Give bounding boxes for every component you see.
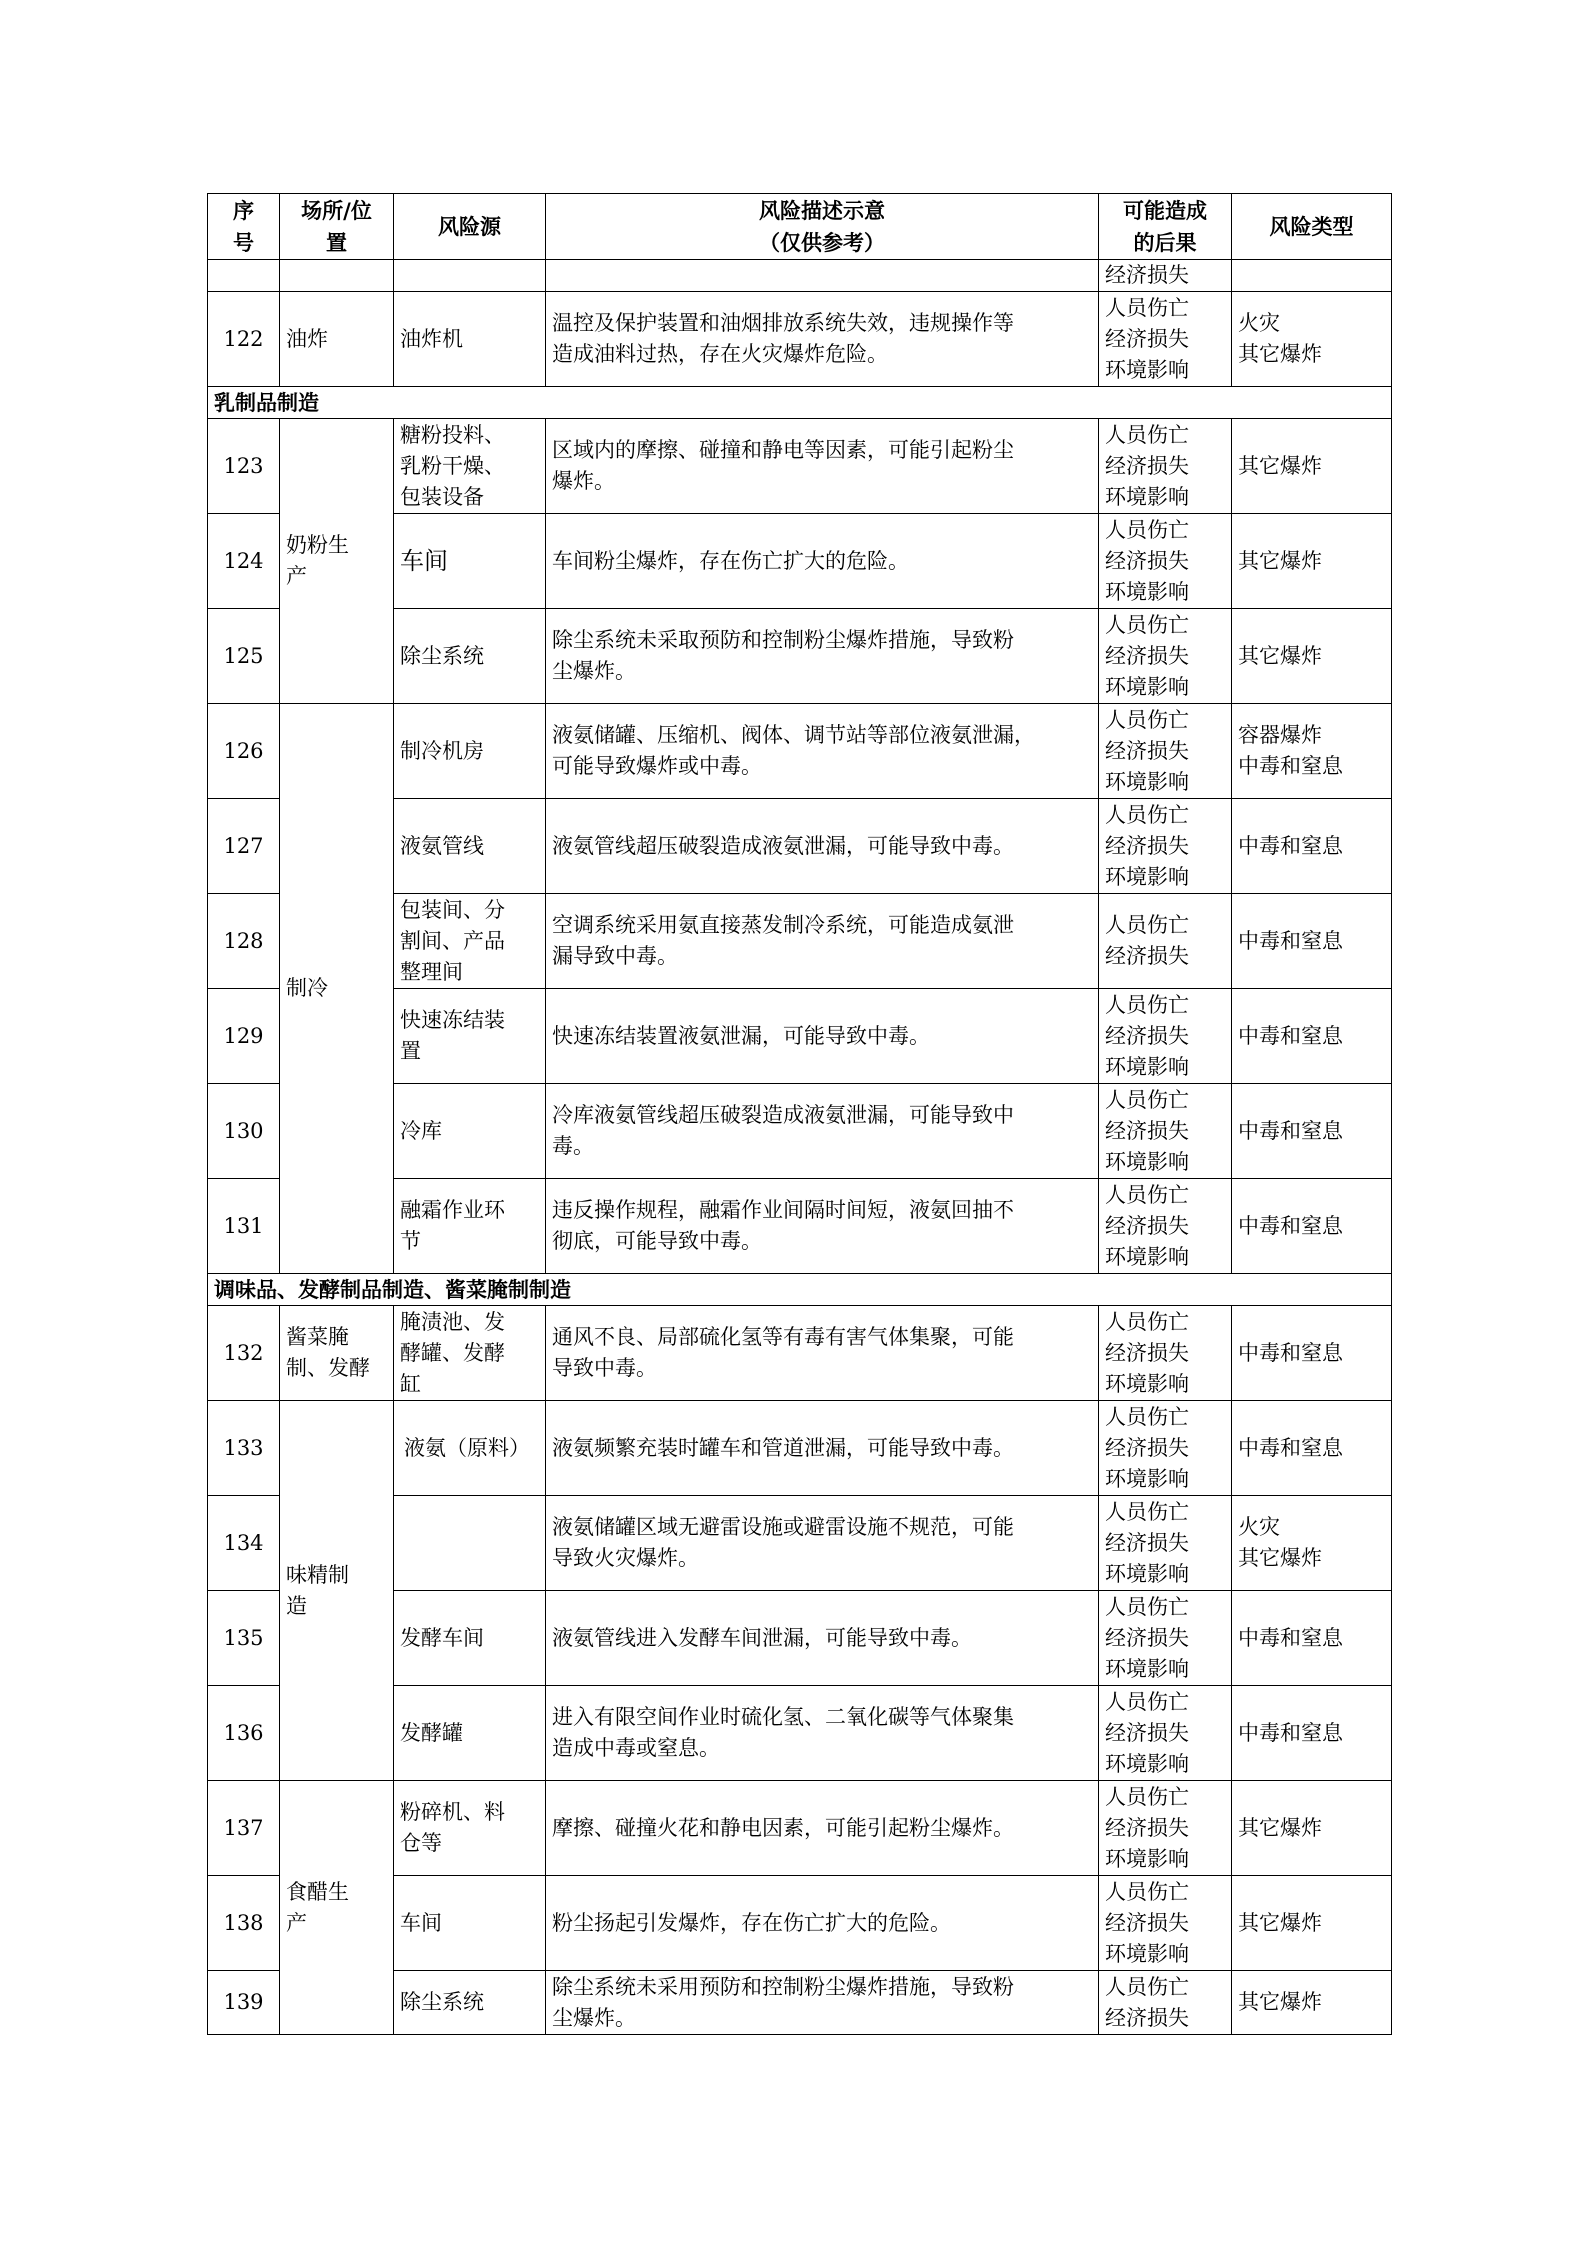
cell-line: 冷库 xyxy=(400,1118,442,1143)
cell-line: 进入有限空间作业时硫化氢、二氧化碳等气体聚集 xyxy=(552,1705,1014,1729)
cell-desc xyxy=(546,1306,1099,1401)
cell-line: 人员伤亡 xyxy=(1105,295,1189,320)
cell-place-group xyxy=(280,1781,394,2035)
risk-table xyxy=(207,193,1392,2035)
cell-source xyxy=(394,894,546,989)
cell-num: 127 xyxy=(208,799,280,894)
cell-line: 其它爆炸 xyxy=(1238,453,1322,478)
cell-line: 其它爆炸 xyxy=(1238,548,1322,573)
cell-line: 人员伤亡 xyxy=(1105,1879,1189,1904)
cell-line: 整理间 xyxy=(400,959,463,984)
cell-line: 爆炸。 xyxy=(552,469,615,493)
header-type xyxy=(1232,194,1392,260)
cell-line: 液氨管线进入发酵车间泄漏，可能导致中毒。 xyxy=(552,1625,972,1650)
cell-line: 违反操作规程，融霜作业间隔时间短，液氨回抽不 xyxy=(552,1198,1014,1222)
cell-line: 中毒和窒息 xyxy=(1238,1213,1343,1238)
cell-desc xyxy=(546,609,1099,704)
cell-line: 人员伤亡 xyxy=(1105,1404,1189,1429)
cell-type xyxy=(1232,799,1392,894)
cell-type xyxy=(1232,704,1392,799)
cell-consequence xyxy=(1099,799,1232,894)
cell-line: 车间 xyxy=(400,1910,442,1935)
cell-line: 中毒和窒息 xyxy=(1238,754,1343,778)
cell-source xyxy=(394,1876,546,1971)
cell-num: 139 xyxy=(208,1971,280,2035)
cell-source xyxy=(394,1591,546,1686)
cell-desc xyxy=(546,292,1099,387)
cell-line: 粉碎机、料 xyxy=(400,1800,505,1824)
cell-type xyxy=(1232,1591,1392,1686)
cell-line: 风险源 xyxy=(438,213,501,239)
cell-line: 人员伤亡 xyxy=(1105,612,1189,637)
cell-source xyxy=(394,989,546,1084)
cell-line: 环境影响 xyxy=(1105,864,1189,889)
cell-line: 人员伤亡 xyxy=(1105,517,1189,542)
cell-source xyxy=(394,1971,546,2035)
cell-consequence xyxy=(1099,894,1232,989)
cell-line: 漏导致中毒。 xyxy=(552,944,678,968)
cell-line: 环境影响 xyxy=(1105,579,1189,604)
cell-line: 人员伤亡 xyxy=(1105,1087,1189,1112)
cell-line: 造 xyxy=(286,1593,307,1618)
cell-line: （仅供参考） xyxy=(759,229,885,255)
cell-num: 128 xyxy=(208,894,280,989)
cell-source xyxy=(394,419,546,514)
cell-type xyxy=(1232,419,1392,514)
cell-line: 中毒和窒息 xyxy=(1238,1720,1343,1745)
cell-line: 车间 xyxy=(400,546,448,575)
cell-line: 除尘系统未采用预防和控制粉尘爆炸措施，导致粉 xyxy=(552,1974,1014,1999)
header-place xyxy=(280,194,394,260)
cell-num: 138 xyxy=(208,1876,280,1971)
cell-line: 经济损失 xyxy=(1105,1720,1189,1745)
header-row xyxy=(208,194,1392,260)
section-row xyxy=(208,387,1392,419)
cell-line: 油炸机 xyxy=(400,326,463,351)
cell-line: 仓等 xyxy=(400,1831,442,1855)
cell-line: 其它爆炸 xyxy=(1238,1815,1322,1840)
cell-consequence xyxy=(1099,1084,1232,1179)
cell-line: 环境影响 xyxy=(1105,674,1189,699)
cell-place-group xyxy=(280,704,394,1274)
cell-num: 131 xyxy=(208,1179,280,1274)
cell-source xyxy=(394,1084,546,1179)
cell-source xyxy=(394,1306,546,1401)
cell-type xyxy=(1232,609,1392,704)
cell-line: 经济损失 xyxy=(1105,1213,1189,1238)
header-source xyxy=(394,194,546,260)
cell-consequence xyxy=(1099,704,1232,799)
cell-desc xyxy=(546,1971,1099,2035)
cell-line: 快速冻结装 xyxy=(400,1008,505,1032)
cell-line: 造成中毒或窒息。 xyxy=(552,1736,720,1760)
cell-num: 137 xyxy=(208,1781,280,1876)
cell-consequence xyxy=(1099,609,1232,704)
cell-consequence xyxy=(1099,1496,1232,1591)
cell-type xyxy=(1232,1084,1392,1179)
cell-line: 导致火灾爆炸。 xyxy=(552,1546,699,1570)
cell-line: 制、发酵 xyxy=(286,1356,370,1380)
cell-line: 人员伤亡 xyxy=(1105,1309,1189,1334)
cell-line: 环境影响 xyxy=(1105,1466,1189,1491)
cell-num: 129 xyxy=(208,989,280,1084)
cell-line: 通风不良、局部硫化氢等有毒有害气体集聚，可能 xyxy=(552,1325,1014,1349)
cell-line: 液氨频繁充装时罐车和管道泄漏，可能导致中毒。 xyxy=(552,1435,1014,1460)
cell-source xyxy=(394,514,546,609)
cell-line: 置 xyxy=(400,1039,421,1063)
cell-line: 其它爆炸 xyxy=(1238,1910,1322,1935)
cell-source xyxy=(394,1179,546,1274)
cell-num: 122 xyxy=(208,292,280,387)
cell-type xyxy=(1232,1401,1392,1496)
cell-line: 人员伤亡 xyxy=(1105,1689,1189,1714)
cell-line: 人员伤亡 xyxy=(1105,707,1189,732)
cell-num: 126 xyxy=(208,704,280,799)
cell-line: 包装间、分 xyxy=(400,897,505,922)
cell-source xyxy=(394,1401,546,1496)
cell-num: 134 xyxy=(208,1496,280,1591)
cell-line: 容器爆炸 xyxy=(1238,723,1322,747)
cell-desc xyxy=(546,514,1099,609)
cell-line: 环境影响 xyxy=(1105,1149,1189,1174)
cell-line: 经济损失 xyxy=(1105,1023,1189,1048)
cell-line: 液氨储罐区域无避雷设施或避雷设施不规范，可能 xyxy=(552,1515,1014,1539)
cell-line: 可能造成 xyxy=(1123,197,1207,223)
cell-line: 车间粉尘爆炸，存在伤亡扩大的危险。 xyxy=(552,548,909,573)
cell-line: 人员伤亡 xyxy=(1105,1499,1189,1524)
cell-line: 其它爆炸 xyxy=(1238,1990,1322,2014)
cell-line: 火灾 xyxy=(1238,311,1280,335)
cell-line: 火灾 xyxy=(1238,1515,1280,1539)
cell-line: 融霜作业环 xyxy=(400,1198,505,1222)
cell-line: 经济损失 xyxy=(1105,263,1189,287)
cell-desc xyxy=(546,1401,1099,1496)
cell-line: 尘爆炸。 xyxy=(552,659,636,683)
cell-line: 人员伤亡 xyxy=(1105,992,1189,1017)
cell-consequence xyxy=(1099,1401,1232,1496)
cell-line: 号 xyxy=(233,229,254,255)
table-row xyxy=(208,1781,1392,1876)
cell-line: 中毒和窒息 xyxy=(1238,1435,1343,1460)
cell-line: 粉尘扬起引发爆炸，存在伤亡扩大的危险。 xyxy=(552,1910,951,1935)
cell-type xyxy=(1232,1971,1392,2035)
table-row xyxy=(208,419,1392,514)
cell-line: 经济损失 xyxy=(1105,1340,1189,1365)
cell-consequence xyxy=(1099,1781,1232,1876)
cell-line: 风险描述示意 xyxy=(759,197,885,223)
cell-line: 温控及保护装置和油烟排放系统失效，违规操作等 xyxy=(552,311,1014,335)
cell-line: 经济损失 xyxy=(1105,1530,1189,1555)
cell-line: 人员伤亡 xyxy=(1105,802,1189,827)
cell-line: 人员伤亡 xyxy=(1105,1182,1189,1207)
cell-line: 环境影响 xyxy=(1105,1656,1189,1681)
cell-line: 酵罐、发酵 xyxy=(400,1340,505,1365)
cell-num: 132 xyxy=(208,1306,280,1401)
cell-line: 其它爆炸 xyxy=(1238,1546,1322,1570)
header-desc xyxy=(546,194,1099,260)
cell-desc xyxy=(546,1876,1099,1971)
cell-line: 置 xyxy=(326,229,347,255)
cell-line: 节 xyxy=(400,1229,421,1253)
cell-line: 经济损失 xyxy=(1105,326,1189,351)
cell-desc xyxy=(546,989,1099,1084)
cell-num: 123 xyxy=(208,419,280,514)
cell-num: 130 xyxy=(208,1084,280,1179)
table-row xyxy=(208,1401,1392,1496)
cell-consequence xyxy=(1099,260,1232,292)
cell-type xyxy=(1232,1686,1392,1781)
cell-line: 液氨管线 xyxy=(400,833,484,858)
cell-line: 中毒和窒息 xyxy=(1238,1340,1343,1365)
cell-place-group xyxy=(280,419,394,704)
header-num xyxy=(208,194,280,260)
cell-line: 中毒和窒息 xyxy=(1238,928,1343,953)
cell-num: 124 xyxy=(208,514,280,609)
cell-line: 糖粉投料、 xyxy=(400,422,505,447)
cell-consequence xyxy=(1099,1971,1232,2035)
cell-desc xyxy=(546,419,1099,514)
table-row xyxy=(208,1306,1392,1401)
cell-line: 环境影响 xyxy=(1105,1846,1189,1871)
cell-line: 人员伤亡 xyxy=(1105,1784,1189,1809)
cell-type xyxy=(1232,1179,1392,1274)
cell-line: 制冷 xyxy=(286,976,328,1000)
cell-line: 缸 xyxy=(400,1371,421,1396)
cell-line: 空调系统采用氨直接蒸发制冷系统，可能造成氨泄 xyxy=(552,913,1014,937)
cell-line: 彻底，可能导致中毒。 xyxy=(552,1229,762,1253)
cell-consequence xyxy=(1099,419,1232,514)
cell-line: 的后果 xyxy=(1133,229,1197,255)
cell-line: 产 xyxy=(286,1910,307,1935)
cell-line: 腌渍池、发 xyxy=(400,1309,505,1334)
cell-line: 区域内的摩擦、碰撞和静电等因素，可能引起粉尘 xyxy=(552,438,1014,462)
cell-source xyxy=(394,799,546,894)
cell-line: 快速冻结装置液氨泄漏，可能导致中毒。 xyxy=(552,1023,930,1048)
cell-line: 经济损失 xyxy=(1105,453,1189,478)
cell-line: 环境影响 xyxy=(1105,1941,1189,1966)
cell-line: 经济损失 xyxy=(1105,1118,1189,1143)
section-title: 乳制品制造 xyxy=(208,387,1392,419)
cell-line: 经济损失 xyxy=(1105,1435,1189,1460)
cell-line: 中毒和窒息 xyxy=(1238,1625,1343,1650)
cell-source xyxy=(394,1781,546,1876)
cell-line: 液氨储罐、压缩机、阀体、调节站等部位液氨泄漏， xyxy=(552,723,1035,747)
cell-line: 环境影响 xyxy=(1105,1751,1189,1776)
cell-consequence xyxy=(1099,514,1232,609)
cell-line: 人员伤亡 xyxy=(1105,1594,1189,1619)
cell-line: 导致中毒。 xyxy=(552,1356,657,1380)
cell-line: 其它爆炸 xyxy=(1238,643,1322,668)
cell-line: 环境影响 xyxy=(1105,769,1189,794)
cell-desc xyxy=(546,1496,1099,1591)
cell-consequence xyxy=(1099,1179,1232,1274)
cell-type xyxy=(1232,989,1392,1084)
cell-source xyxy=(394,609,546,704)
cell-place-group xyxy=(280,1401,394,1781)
cell-line: 环境影响 xyxy=(1105,1054,1189,1079)
cell-line: 除尘系统未采取预防和控制粉尘爆炸措施，导致粉 xyxy=(552,628,1014,652)
cell-type xyxy=(1232,1781,1392,1876)
cell-num: 125 xyxy=(208,609,280,704)
cell-type xyxy=(1232,292,1392,387)
table-row xyxy=(208,292,1392,387)
cell-line: 人员伤亡 xyxy=(1105,422,1189,447)
cell-place: 油炸 xyxy=(280,292,394,387)
cell-line: 制冷机房 xyxy=(400,738,484,763)
cell-line: 奶粉生 xyxy=(286,533,349,557)
cell-line: 中毒和窒息 xyxy=(1238,833,1343,858)
cell-line: 风险类型 xyxy=(1269,213,1354,239)
cell-consequence xyxy=(1099,1686,1232,1781)
cell-line: 经济损失 xyxy=(1105,643,1189,668)
cell-desc xyxy=(546,894,1099,989)
cell-num: 136 xyxy=(208,1686,280,1781)
cell-num: 135 xyxy=(208,1591,280,1686)
cell-line: 环境影响 xyxy=(1105,1371,1189,1396)
cell-line: 经济损失 xyxy=(1105,2005,1189,2030)
cell-consequence xyxy=(1099,292,1232,387)
section-row xyxy=(208,1274,1392,1306)
cell-line: 经济损失 xyxy=(1105,1625,1189,1650)
cell-line: 环境影响 xyxy=(1105,357,1189,382)
header-consequence xyxy=(1099,194,1232,260)
cell-line: 造成油料过热，存在火灾爆炸危险。 xyxy=(552,342,888,366)
cell-line: 经济损失 xyxy=(1105,944,1189,968)
cell-line: 经济损失 xyxy=(1105,833,1189,858)
cell-line: 除尘系统 xyxy=(400,1990,484,2014)
cell-line: 环境影响 xyxy=(1105,484,1189,509)
continuation-row xyxy=(208,260,1392,292)
cell-line: 人员伤亡 xyxy=(1105,1974,1189,1999)
cell-source xyxy=(394,292,546,387)
cell-line: 酱菜腌 xyxy=(286,1325,349,1349)
cell-source xyxy=(394,704,546,799)
cell-type xyxy=(1232,894,1392,989)
cell-consequence xyxy=(1099,1591,1232,1686)
cell-line: 液氨（原料） xyxy=(404,1435,530,1460)
cell-desc xyxy=(546,1084,1099,1179)
cell-line: 中毒和窒息 xyxy=(1238,1023,1343,1048)
cell-line: 人员伤亡 xyxy=(1105,913,1189,937)
cell-desc xyxy=(546,1781,1099,1876)
cell-source xyxy=(394,1496,546,1591)
cell-line: 经济损失 xyxy=(1105,738,1189,763)
cell-line: 经济损失 xyxy=(1105,1910,1189,1935)
cell-consequence xyxy=(1099,989,1232,1084)
section-title: 调味品、发酵制品制造、酱菜腌制制造 xyxy=(208,1274,1392,1306)
cell-line: 可能导致爆炸或中毒。 xyxy=(552,754,762,778)
cell-desc xyxy=(546,704,1099,799)
table-row xyxy=(208,704,1392,799)
cell-type xyxy=(1232,1496,1392,1591)
cell-num: 133 xyxy=(208,1401,280,1496)
cell-line: 毒。 xyxy=(552,1134,594,1158)
cell-type xyxy=(1232,1876,1392,1971)
cell-line: 场所/位 xyxy=(301,197,372,223)
cell-line: 产 xyxy=(286,564,307,588)
cell-source xyxy=(394,1686,546,1781)
cell-line: 液氨管线超压破裂造成液氨泄漏，可能导致中毒。 xyxy=(552,833,1014,858)
cell-desc xyxy=(546,1591,1099,1686)
cell-line: 发酵罐 xyxy=(400,1720,463,1745)
cell-desc xyxy=(546,1686,1099,1781)
cell-line: 冷库液氨管线超压破裂造成液氨泄漏，可能导致中 xyxy=(552,1103,1014,1127)
cell-line: 发酵车间 xyxy=(400,1625,484,1650)
cell-line: 经济损失 xyxy=(1105,1815,1189,1840)
cell-line: 环境影响 xyxy=(1105,1561,1189,1586)
cell-line: 食醋生 xyxy=(286,1879,349,1904)
cell-line: 味精制 xyxy=(286,1562,349,1587)
cell-line: 割间、产品 xyxy=(400,928,505,953)
cell-line: 中毒和窒息 xyxy=(1238,1118,1343,1143)
cell-desc xyxy=(546,1179,1099,1274)
cell-line: 环境影响 xyxy=(1105,1244,1189,1269)
cell-consequence xyxy=(1099,1306,1232,1401)
cell-line: 摩擦、碰撞火花和静电因素，可能引起粉尘爆炸。 xyxy=(552,1815,1014,1840)
cell-place xyxy=(280,1306,394,1401)
cell-type xyxy=(1232,514,1392,609)
cell-line: 经济损失 xyxy=(1105,548,1189,573)
cell-line: 序 xyxy=(233,197,254,223)
cell-line: 包装设备 xyxy=(400,484,484,509)
cell-line: 除尘系统 xyxy=(400,643,484,668)
cell-consequence xyxy=(1099,1876,1232,1971)
cell-line: 尘爆炸。 xyxy=(552,2005,636,2030)
cell-desc xyxy=(546,799,1099,894)
cell-line: 乳粉干燥、 xyxy=(400,453,505,478)
cell-line: 其它爆炸 xyxy=(1238,342,1322,366)
cell-type xyxy=(1232,1306,1392,1401)
